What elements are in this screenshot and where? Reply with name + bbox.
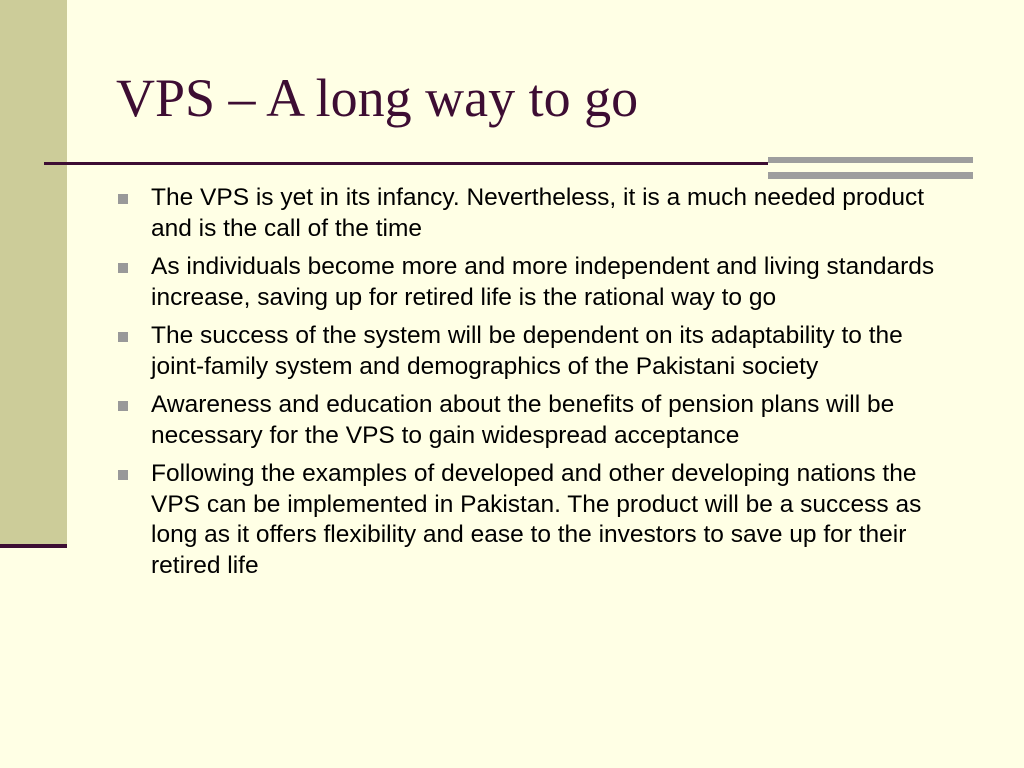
sidebar-accent-underline	[0, 544, 67, 548]
square-bullet-icon	[118, 401, 128, 411]
bullet-item	[116, 390, 956, 451]
bullet-item	[116, 252, 956, 313]
bullet-item	[116, 183, 956, 244]
bullet-text: Following the examples of developed and other developing nations the VPS can be implemented in Pakistan. The product will be a success as long as it offers flexibility and ease to the investors to save up for their retired life	[151, 460, 922, 579]
sidebar-accent-bar	[0, 0, 67, 544]
bullet-text: The success of the system will be dependent on its adaptability to the joint-family system and demographics of the Pakistani society	[151, 322, 903, 380]
bullet-item	[116, 321, 956, 382]
bullet-text: Awareness and education about the benefits of pension plans will be necessary for the VPS to gain widespread acceptance	[151, 391, 895, 449]
bullet-list	[116, 183, 956, 589]
square-bullet-icon	[118, 470, 128, 480]
title-divider-gray-bar-top	[768, 157, 973, 163]
title-divider-gray-bar-bottom	[768, 172, 973, 179]
bullet-item	[116, 459, 956, 581]
square-bullet-icon	[118, 194, 128, 204]
square-bullet-icon	[118, 263, 128, 273]
bullet-text: The VPS is yet in its infancy. Nevertheless, it is a much needed product and is the call of the time	[151, 184, 925, 242]
square-bullet-icon	[118, 332, 128, 342]
slide-title: VPS – A long way to go	[116, 68, 639, 128]
bullet-text: As individuals become more and more independent and living standards increase, saving up for retired life is the rational way to go	[151, 253, 935, 311]
title-divider-line	[44, 162, 768, 165]
